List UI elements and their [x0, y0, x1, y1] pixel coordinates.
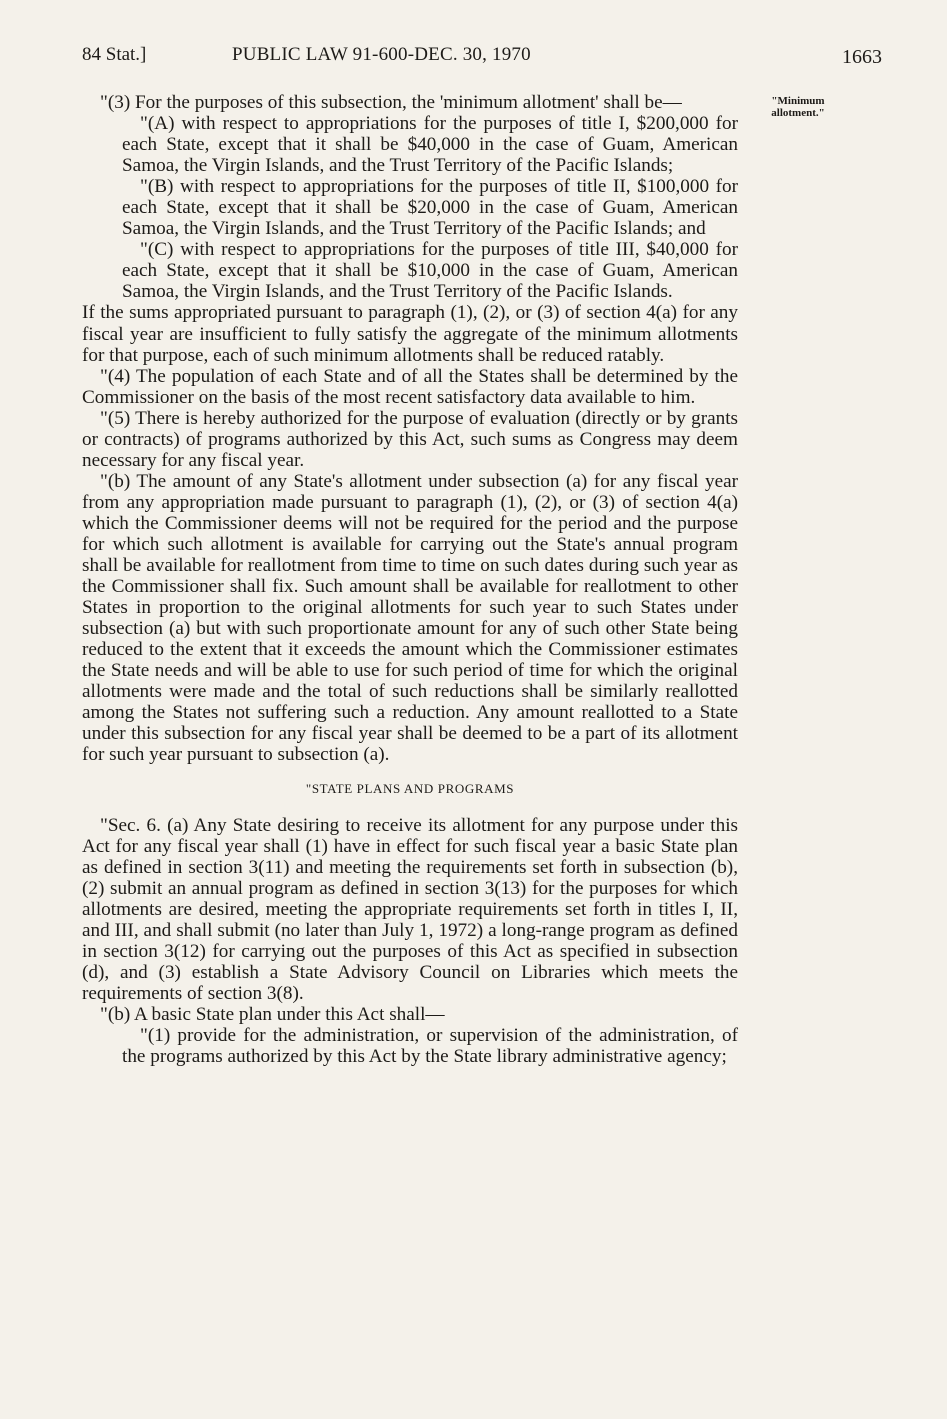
body-text [82, 92, 738, 1067]
clause-c: "(C) with respect to appropriations for the purposes of title III, $40,000 for each State, except that it shall be $10,000 in the case of Guam, American Samoa, the Virgin Islands, and the Trust Territory of the Pacific Islands. [122, 239, 738, 303]
page-header [82, 44, 882, 72]
clause-b: "(B) with respect to appropriations for the purposes of title II, $100,000 for each State, except that it shall be $20,000 in the case of Guam, American Samoa, the Virgin Islands, and the Trust Territory of the Pacific Islands; and [122, 176, 738, 240]
subsection-b-reallotment: "(b) The amount of any State's allotment under subsection (a) for any fiscal year from any appropriation made pursuant to paragraph (1), (2), or (3) of section 4(a) which the Commissioner deems will not be required for the period and the purpose for which such allotment is available for carrying out the State's annual program shall be available for reallotment from time to time on such dates during such year as the Commissioner shall fix. Such amount shall be available for reallotment to other States in proportion to the original allotments for such year to such States under subsection (a) but with such proportionate amount for any of such other State being reduced to the extent that it exceeds the amount which the Commissioner estimates the State needs and will be able to use for such period of time for which the original allotments were made and the total of such reductions shall be similarly reallotted among the States not suffering such a reduction. Any amount reallotted to a State under this subsection for any fiscal year shall be deemed to be a part of its allotment for such year pursuant to subsection (a). [82, 470, 738, 766]
paragraph-3-minimum-allotment: "(3) For the purposes of this subsection, the 'minimum allotment' shall be— [100, 92, 682, 113]
section-6a: "Sec. 6. (a) Any State desiring to receive its allotment for any purpose under this Act for any fiscal year shall (1) have in effect for such fiscal year a basic State plan as defined in section 3(11) and meeting the requirements set forth in subsection (b), (2) submit an annual program as defined in section 3(13) for the purposes for which allotments are desired, meeting the appropriate requirements set forth in titles I, II, and III, and shall submit (no later than July 1, 1972) a long-range program as defined in section 3(12) for carrying out the purposes of this Act as specified in subsection (d), and (3) establish a State Advisory Council on Libraries which meets the requirements of section 3(8). [82, 814, 738, 1004]
ratable-reduction-paragraph: If the sums appropriated pursuant to paragraph (1), (2), or (3) of section 4(a) for any fiscal year are insufficient to fully satisfy the aggregate of the minimum allotments for that purpose, each of such minimum allotments shall be reduced ratably. [82, 302, 738, 366]
margin-note-minimum-allotment: "Minimum allotment." [771, 95, 825, 119]
section-6b: "(b) A basic State plan under this Act shall— [100, 1003, 445, 1025]
running-title: PUBLIC LAW 91-600-DEC. 30, 1970 [232, 44, 531, 65]
paragraph-4-population: "(4) The population of each State and of all the States shall be determined by the Commissioner on the basis of the most recent satisfactory data available to him. [82, 365, 738, 408]
section-heading: "STATE PLANS AND PROGRAMS [305, 780, 515, 796]
clause-a: "(A) with respect to appropriations for the purposes of title I, $200,000 for each State, except that it shall be $40,000 in the case of Guam, American Samoa, the Virgin Islands, and the Trust Territory of the Pacific Islands; [122, 113, 738, 177]
paragraph-5-evaluation: "(5) There is hereby authorized for the purpose of evaluation (directly or by grants or contracts) of programs authorized by this Act, such sums as Congress may deem necessary for any fiscal year. [82, 407, 738, 471]
page-number: 1663 [842, 46, 882, 68]
section-6b-clause-1: "(1) provide for the administration, or supervision of the administration, of the programs authorized by this Act by the State library administrative agency; [122, 1025, 738, 1068]
statute-volume: 84 Stat.] [82, 44, 147, 65]
